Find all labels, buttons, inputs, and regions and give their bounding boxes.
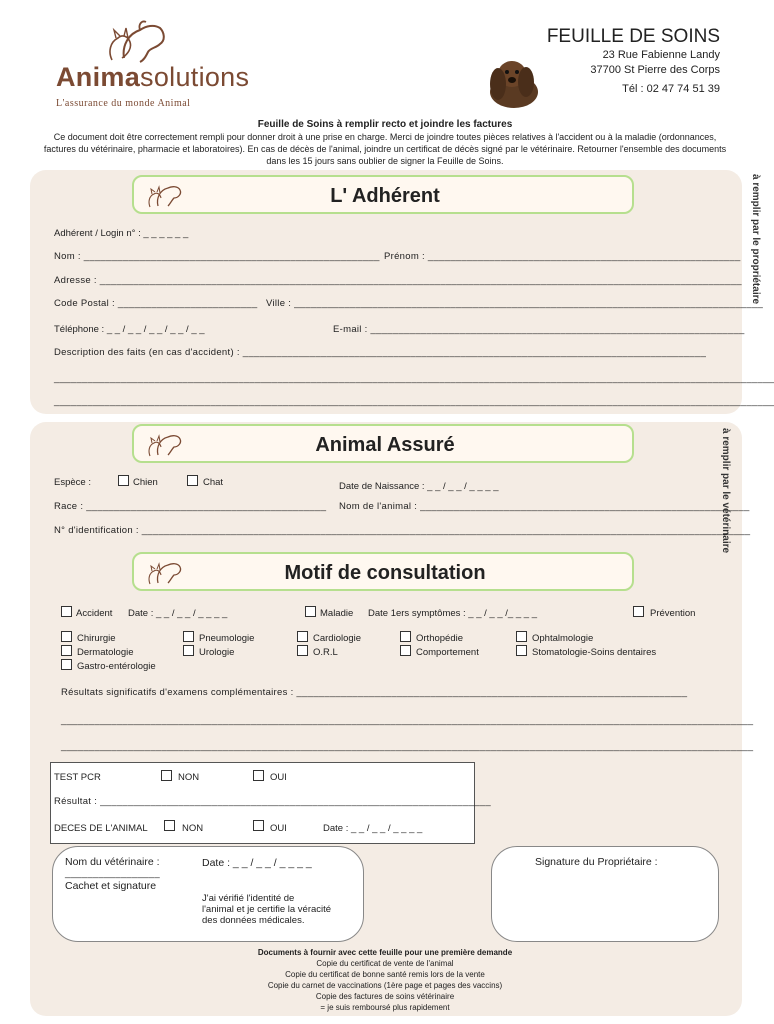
orthopedie-label: Orthopédie [416, 633, 464, 644]
comportement-checkbox[interactable] [400, 645, 411, 656]
ophtalmologie-label: Ophtalmologie [532, 633, 594, 644]
deces-label: DECES DE L'ANIMAL [54, 823, 148, 834]
deces-oui-label: OUI [270, 823, 287, 834]
gastro-checkbox[interactable] [61, 659, 72, 670]
orl-label: O.R.L [313, 647, 338, 658]
motif-title: Motif de consultation [284, 562, 486, 584]
maladie-checkbox[interactable] [305, 606, 316, 617]
certify-line-2: l'animal et je certifie la véracité [202, 904, 332, 915]
footer-item: = je suis remboursé plus rapidement [320, 1003, 450, 1012]
adherent-title: L' Adhérent [330, 185, 440, 207]
resultats-line-2[interactable]: ____________________________________________________________________________________________________________________________ [61, 715, 754, 726]
comportement-label: Comportement [416, 647, 479, 658]
dog-cat-logo-icon [94, 18, 174, 66]
code-postal-field[interactable]: Code Postal : _________________________ [54, 298, 258, 309]
ophtalmologie-checkbox[interactable] [516, 631, 527, 642]
dermatologie-checkbox[interactable] [61, 645, 72, 656]
adresse-field[interactable]: Adresse : ___________________________________________________________________________________________________________________ [54, 275, 742, 286]
brand-logo-text: Animasolutions [56, 62, 250, 92]
stomatologie-label: Stomatologie-Soins dentaires [532, 647, 657, 658]
phone-number: Tél : 02 47 74 51 39 [622, 83, 720, 95]
chat-checkbox[interactable] [187, 475, 198, 486]
description-line-3[interactable]: _________________________________________________________________________________________________________________________________ [54, 396, 774, 407]
adherent-side-label: à remplir par le propriétaire [750, 174, 761, 305]
address-line-1: 23 Rue Fabienne Landy [602, 49, 720, 61]
pcr-non-label: NON [178, 772, 200, 783]
address-line-2: 37700 St Pierre des Corps [590, 64, 720, 76]
resultat-field[interactable]: Résultat : ______________________________________________________________________ [54, 796, 491, 807]
description-line-2[interactable]: _________________________________________________________________________________________________________________________________ [54, 373, 774, 384]
cachet-label: Cachet et signature [65, 880, 157, 892]
nom-field[interactable]: Nom : _____________________________________________________ [54, 251, 380, 262]
animal-title: Animal Assuré [315, 434, 455, 456]
prenom-field[interactable]: Prénom : ________________________________________________________ [384, 251, 741, 262]
signature-proprietaire-label: Signature du Propriétaire : [535, 856, 658, 868]
espece-label: Espèce : [54, 477, 91, 488]
intro-heading: Feuille de Soins à remplir recto et joindre les factures [257, 119, 513, 130]
description-field[interactable]: Description des faits (en cas d'accident) : ___________________________________________________________________________________ [54, 347, 707, 358]
spaniel-photo [478, 52, 548, 110]
chirurgie-label: Chirurgie [77, 633, 116, 644]
stomatologie-checkbox[interactable] [516, 645, 527, 656]
footer-item: Copie des factures de soins vétérinaire [315, 992, 455, 1001]
brand-tagline: L'assurance du monde Animal [56, 98, 191, 109]
urologie-checkbox[interactable] [183, 645, 194, 656]
chien-label: Chien [133, 477, 158, 488]
email-field[interactable]: E-mail : ___________________________________________________________________ [333, 324, 745, 335]
chien-checkbox[interactable] [118, 475, 129, 486]
footer-item: Copie du certificat de vente de l'animal [316, 959, 454, 968]
pcr-oui-label: OUI [270, 772, 287, 783]
deces-non-checkbox[interactable] [164, 820, 175, 831]
ville-field[interactable]: Ville : ____________________________________________________________________________________ [266, 298, 764, 309]
resultats-line-3[interactable]: ____________________________________________________________________________________________________________________________ [61, 741, 754, 752]
certify-line-3: des données médicales. [202, 915, 305, 926]
deces-non-label: NON [182, 823, 204, 834]
prevention-label: Prévention [650, 608, 696, 619]
nom-animal-field[interactable]: Nom de l'animal : ___________________________________________________________ [339, 501, 750, 512]
certify-line-1: J'ai vérifié l'identité de [202, 893, 295, 904]
footer-title: Documents à fournir avec cette feuille pour une première demande [257, 948, 513, 957]
footer-item: Copie du certificat de bonne santé remis lors de la vente [285, 970, 485, 979]
telephone-field[interactable]: Téléphone : _ _ / _ _ / _ _ / _ _ / _ _ [54, 324, 205, 335]
gastro-label: Gastro-entérologie [77, 661, 156, 672]
urologie-label: Urologie [199, 647, 235, 658]
test-pcr-label: TEST PCR [54, 772, 101, 783]
chat-label: Chat [203, 477, 224, 488]
orl-checkbox[interactable] [297, 645, 308, 656]
document-title: FEUILLE DE SOINS [546, 26, 720, 47]
animal-header-box [132, 424, 634, 463]
deces-oui-checkbox[interactable] [253, 820, 264, 831]
date-naissance-field[interactable]: Date de Naissance : _ _ / _ _ / _ _ _ _ [339, 481, 499, 492]
prevention-checkbox[interactable] [633, 606, 644, 617]
accident-checkbox[interactable] [61, 606, 72, 617]
accident-date-field[interactable]: Date : _ _ / _ _ / _ _ _ _ [128, 608, 228, 619]
race-field[interactable]: Race : ___________________________________________ [54, 501, 327, 512]
login-field[interactable]: Adhérent / Login n° : _ _ _ _ _ _ [54, 228, 189, 239]
maladie-label: Maladie [320, 608, 354, 619]
cardiologie-checkbox[interactable] [297, 631, 308, 642]
motif-header-box [132, 552, 634, 591]
pcr-non-checkbox[interactable] [161, 770, 172, 781]
intro-text: Ce document doit être correctement rempli pour donner droit à une prise en charge. Merci de joindre toutes pièces relatives à l'accident ou à la maladie (ordonnances, factures du vétérinaire, pharmacie et laboratoires). En cas de décès de l'animal, joindre un certificat de décès signé par le vétérinaire. Retourner l'ensemble des documents dans les 15 jours sans oublier de signer la Feuille de Soins. [43, 132, 727, 166]
pneumologie-label: Pneumologie [199, 633, 255, 644]
cardiologie-label: Cardiologie [313, 633, 362, 644]
nom-veterinaire-label: Nom du vétérinaire : [65, 856, 160, 868]
pcr-oui-checkbox[interactable] [253, 770, 264, 781]
veterinaire-side-label: à remplir par le vétérinaire [720, 428, 731, 554]
nom-veterinaire-underline: _________________ [65, 868, 160, 879]
maladie-date-field[interactable]: Date 1ers symptômes : _ _ / _ _ /_ _ _ _ [368, 608, 537, 619]
adherent-header-box [132, 175, 634, 214]
pneumologie-checkbox[interactable] [183, 631, 194, 642]
identification-field[interactable]: N° d'identification : _____________________________________________________________________________________________________________ [54, 525, 751, 536]
chirurgie-checkbox[interactable] [61, 631, 72, 642]
veterinaire-date-field[interactable]: Date : _ _ / _ _ / _ _ _ _ [202, 857, 312, 869]
deces-date-field[interactable]: Date : _ _ / _ _ / _ _ _ _ [323, 823, 423, 834]
footer-item: Copie du carnet de vaccinations (1ère page et pages des vaccins) [267, 981, 503, 990]
accident-label: Accident [76, 608, 113, 619]
resultats-field[interactable]: Résultats significatifs d'examens complémentaires : ______________________________________________________________________ [61, 687, 688, 698]
dermatologie-label: Dermatologie [77, 647, 134, 658]
orthopedie-checkbox[interactable] [400, 631, 411, 642]
